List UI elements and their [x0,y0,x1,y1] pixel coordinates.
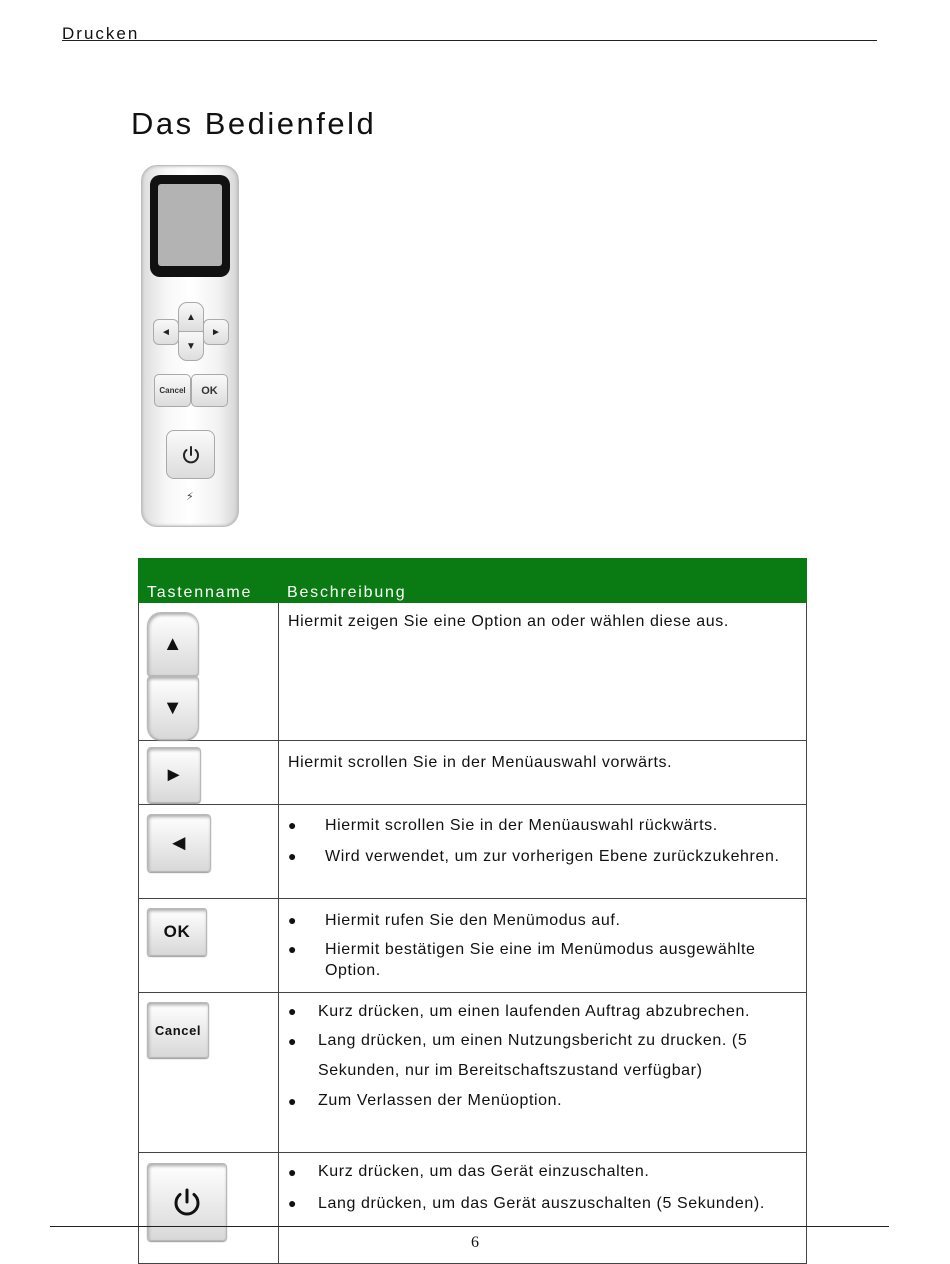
description-text: Hiermit scrollen Sie in der Menüauswahl vorwärts. [288,754,673,771]
footer-rule [50,1226,889,1227]
ok-key-icon: OK [147,908,207,956]
table-row [139,805,807,899]
table-row [139,993,807,1153]
key-description-cell [279,993,807,1153]
key-icon-cell [139,899,279,993]
table-row [139,603,807,741]
cancel-key-icon: Cancel [147,1002,209,1058]
down-arrow-key-icon: ▼ [147,676,199,740]
description-list [288,1156,798,1219]
control-panel-illustration [141,165,239,527]
description-item: ● Hiermit scrollen Sie in der Menüauswahl rückwärts. [288,810,798,841]
panel-ok-button: OK [191,374,228,407]
page-number: 6 [471,1234,479,1251]
panel-down-arrow-icon: ▼ [178,331,204,361]
header-rule [62,40,877,41]
description-item: ● Kurz drücken, um einen laufenden Auftrag abzubrechen. [288,997,798,1026]
key-description-cell [279,899,807,993]
header-section-label: Drucken [62,24,140,43]
key-icon-cell [139,603,279,741]
panel-power-button [166,430,215,479]
page-title: Das Bedienfeld [131,106,377,141]
key-icon-cell [139,993,279,1153]
key-description-cell [279,805,807,899]
up-arrow-key-icon: ▲ [147,612,199,676]
key-description-cell [279,603,807,741]
left-arrow-key-icon: ◄ [147,814,211,872]
description-list [288,810,798,872]
key-icon-cell [139,805,279,899]
description-item: ● Hiermit bestätigen Sie eine im Menümodus ausgewählte Option. [288,939,798,981]
panel-up-arrow-icon: ▲ [178,302,204,332]
power-key-icon [147,1163,227,1241]
table-row [139,741,807,805]
column-header-key-name: Tastenname [139,559,279,603]
description-list [288,905,798,981]
column-header-description: Beschreibung [279,559,807,603]
description-item: ● Lang drücken, um einen Nutzungsbericht zu drucken. (5 Sekunden, nur im Bereitschaftszustand verfügbar) [288,1026,798,1086]
right-arrow-key-icon: ► [147,747,201,803]
description-list [288,997,798,1116]
description-item: ● Wird verwendet, um zur vorherigen Ebene zurückzukehren. [288,841,798,872]
key-description-cell [279,741,807,805]
panel-dpad [153,302,227,360]
panel-right-arrow-icon: ► [203,319,229,345]
description-text: Hiermit zeigen Sie eine Option an oder wählen diese aus. [288,613,729,630]
power-icon [180,444,202,466]
key-description-table [138,558,807,1264]
description-item: ● Lang drücken, um das Gerät auszuschalten (5 Sekunden). [288,1188,798,1219]
table-row [139,899,807,993]
description-item: ● Zum Verlassen der Menüoption. [288,1086,798,1116]
key-icon-cell [139,741,279,805]
panel-lcd-screen [158,184,222,266]
panel-left-arrow-icon: ◄ [153,319,179,345]
panel-status-led-icon: ⚡ [186,491,194,503]
panel-cancel-button: Cancel [154,374,191,407]
panel-screen-frame [150,175,230,277]
description-item: ● Hiermit rufen Sie den Menümodus auf. [288,905,798,936]
table-header-row [139,559,807,603]
description-item: ● Kurz drücken, um das Gerät einzuschalten. [288,1156,798,1188]
power-icon [170,1185,204,1219]
